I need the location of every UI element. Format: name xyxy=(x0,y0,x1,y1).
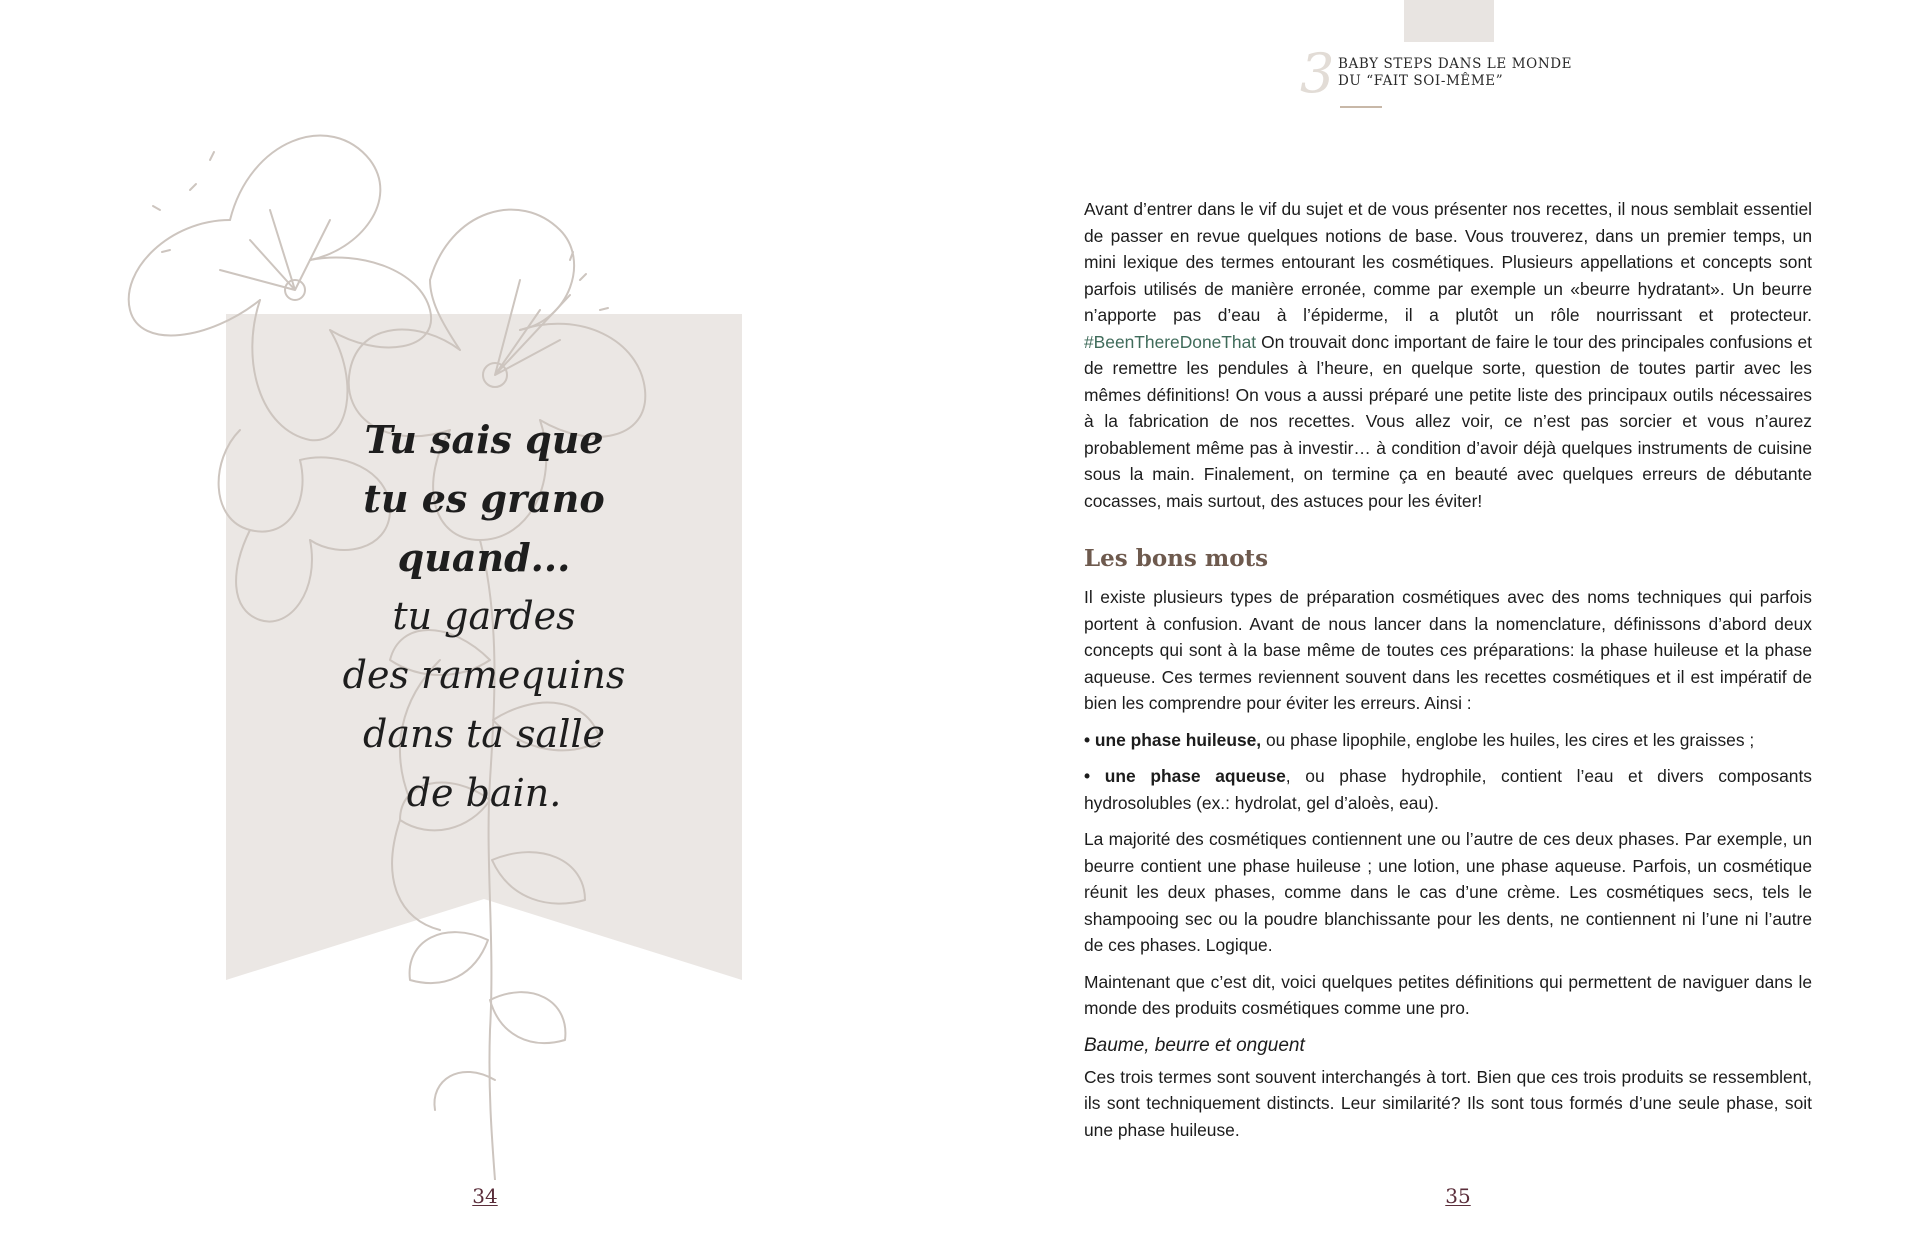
intro-paragraph xyxy=(1084,196,1812,514)
flower-top-left xyxy=(129,136,431,441)
intro-text: On trouvait donc important de faire le tour des principales confusions et de remettre les pendules à l’heure, en quelque sorte, question de toutes partir avec les mêmes définitions! On vous a aussi préparé une petite liste des principaux outils nécessaires à la fabrication de nos recettes. Vous allez voir, ce n’est pas sorcier et vous n’aurez probablement même pas à investir… à condition d’avoir déjà quelques instruments de cuisine sous la main. Finalement, on termine ça en beauté avec quelques erreurs de débutante cocasses, mais surtout, des astuces pour les éviter! xyxy=(1084,331,1812,511)
section-intro-paragraph: Il existe plusieurs types de préparation cosmétiques avec des noms techniques qui parfois portent à confusion. Avant de nous lancer dans la nomenclature, définissons d’abord deux concepts qui sont à la base même de toutes ces préparations: la phase huileuse et la phase aqueuse. Ces termes reviennent souvent dans les recettes cosmétiques et il est impératif de bien les comprendre pour éviter les erreurs. Ainsi : xyxy=(1084,587,1812,713)
quote-line: Tu sais que xyxy=(364,417,604,462)
bullet-item xyxy=(1084,763,1812,816)
quote-line: tu gardes xyxy=(392,594,576,638)
baume-paragraph: Ces trois termes sont souvent interchangés à tort. Bien que ces trois produits se ressemblent, ils sont techniquement distincts. Leur similarité? Ils sont tous formés d’une seule phase, soit une phase huileuse. xyxy=(1084,1066,1812,1140)
chapter-title-line: DU “FAIT SOI-MÊME” xyxy=(1338,73,1504,89)
chapter-rule xyxy=(1340,106,1382,108)
chapter-title xyxy=(1338,56,1572,90)
bullet-term: • une phase huileuse, xyxy=(1084,729,1262,750)
pull-quote xyxy=(226,410,742,823)
page-number-right: 35 xyxy=(1445,1184,1471,1208)
now-paragraph: Maintenant que c’est dit, voici quelques petites définitions qui permettent de naviguer dans le monde des produits cosmétiques comme une pro. xyxy=(1084,971,1812,1018)
section-title: Les bons mots xyxy=(1084,545,1269,572)
page-number-left: 34 xyxy=(472,1184,498,1208)
chapter-title-line: BABY STEPS DANS LE MONDE xyxy=(1338,56,1573,72)
majority-paragraph: La majorité des cosmétiques contiennent une ou l’autre de ces deux phases. Par exemple, un beurre contient une phase huileuse ; une lotion, une phase aqueuse. Parfois, un cosmétique réunit les deux phases, comme dans le cas d’une crème. Les cosmétiques secs, tels le shampooing sec ou la poudre blanchissante pour les dents, ne contiennent ni l’une ni l’autre de ces phases. Logique. xyxy=(1084,829,1812,955)
intro-text: Avant d’entrer dans le vif du sujet et de vous présenter nos recettes, il nous semblait essentiel de passer en revue quelques notions de base. Vous trouverez, dans un premier temps, un mini lexique des termes entourant les cosmétiques. Plusieurs appellations et concepts sont parfois utilisés de manière erronée, comme par exemple un «beurre hydratant». Un beurre n’apporte pas d’eau à l’épiderme, il a plutôt un rôle nourrissant et protecteur. xyxy=(1084,199,1812,325)
chapter-tab-marker xyxy=(1404,0,1494,42)
hashtag: #BeenThereDoneThat xyxy=(1084,331,1257,352)
subheading: Baume, beurre et onguent xyxy=(1084,1034,1305,1056)
quote-line: quand... xyxy=(397,535,571,580)
chapter-header xyxy=(1300,42,1600,110)
quote-line: de bain. xyxy=(406,771,562,815)
bullet-text: ou phase lipophile, englobe les huiles, les cires et les graisses ; xyxy=(1261,729,1755,750)
quote-line: dans ta salle xyxy=(363,712,605,756)
bullet-term: • une phase aqueuse xyxy=(1084,766,1286,786)
quote-line: tu es grano xyxy=(363,476,605,521)
body-text xyxy=(1084,196,1812,1153)
chapter-number: 3 xyxy=(1300,42,1335,105)
quote-line: des ramequins xyxy=(342,653,626,697)
bullet-text: , ou phase hydrophile, contient l’eau et divers composants hydrosolubles (ex.: hydrolat, gel d’aloès, eau). xyxy=(1084,766,1812,813)
bullet-item xyxy=(1084,727,1812,754)
